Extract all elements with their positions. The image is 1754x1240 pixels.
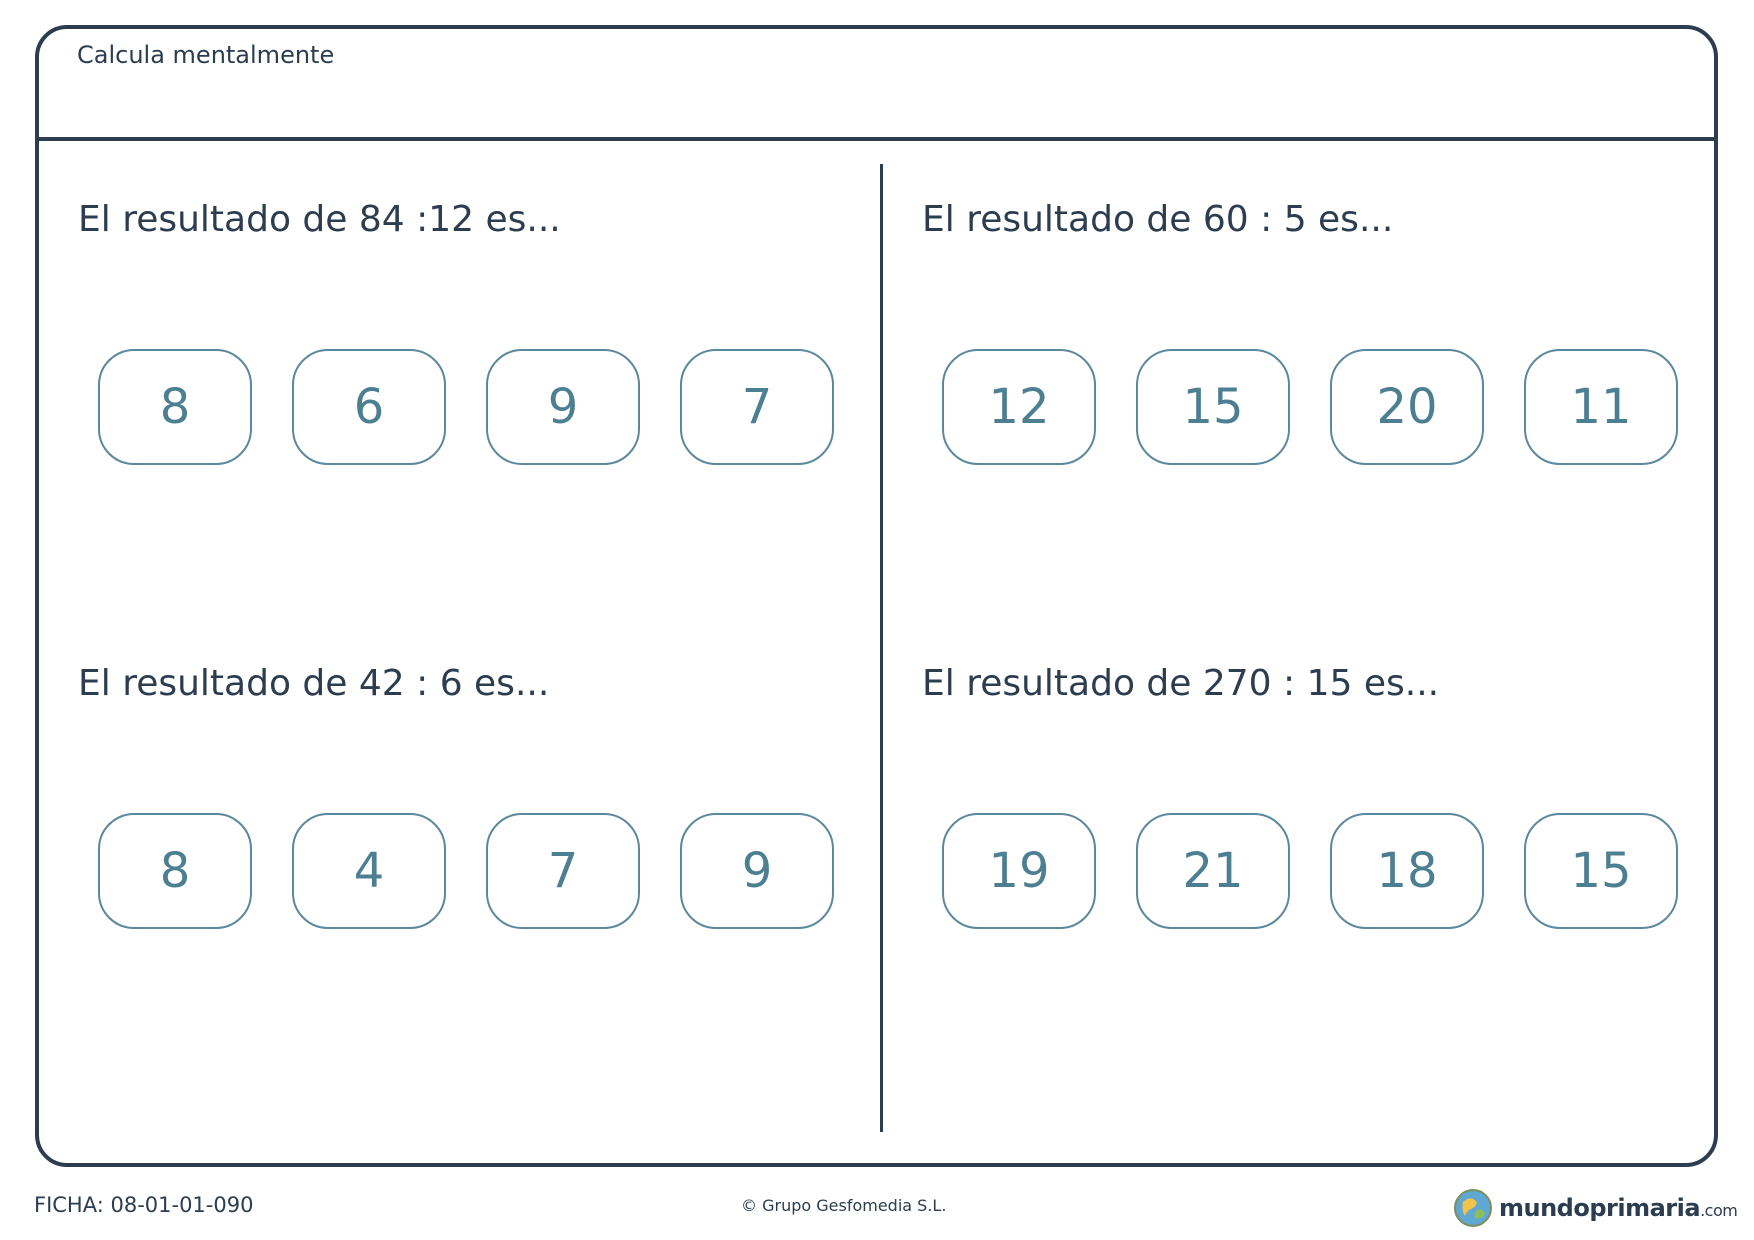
exercise-1-question: El resultado de 84 :12 es...: [78, 199, 561, 240]
exercise-1-options: [98, 349, 834, 465]
answer-option[interactable]: 9: [680, 813, 834, 929]
answer-option[interactable]: 18: [1330, 813, 1484, 929]
worksheet-title: Calcula mentalmente: [77, 41, 335, 69]
answer-option[interactable]: 15: [1524, 813, 1678, 929]
exercise-3: [78, 663, 838, 963]
exercise-2: [922, 199, 1682, 499]
answer-option[interactable]: 7: [486, 813, 640, 929]
globe-icon: [1453, 1188, 1493, 1228]
answer-option[interactable]: 12: [942, 349, 1096, 465]
worksheet-frame: [35, 25, 1718, 1167]
exercise-4-options: [942, 813, 1678, 929]
exercise-4-question: El resultado de 270 : 15 es...: [922, 663, 1440, 704]
copyright-notice: © Grupo Gesfomedia S.L.: [741, 1196, 947, 1215]
answer-option[interactable]: 20: [1330, 349, 1484, 465]
exercise-3-question: El resultado de 42 : 6 es...: [78, 663, 550, 704]
answer-option[interactable]: 8: [98, 349, 252, 465]
answer-option[interactable]: 19: [942, 813, 1096, 929]
worksheet-code: FICHA: 08-01-01-090: [34, 1193, 254, 1217]
answer-option[interactable]: 6: [292, 349, 446, 465]
answer-option[interactable]: 4: [292, 813, 446, 929]
answer-option[interactable]: 21: [1136, 813, 1290, 929]
exercise-3-options: [98, 813, 834, 929]
site-logo[interactable]: [1453, 1188, 1737, 1228]
worksheet-header: [39, 29, 1714, 141]
logo-text: [1499, 1194, 1737, 1222]
logo-domain-suffix: .com: [1700, 1201, 1738, 1220]
exercise-2-options: [942, 349, 1678, 465]
answer-option[interactable]: 11: [1524, 349, 1678, 465]
answer-option[interactable]: 15: [1136, 349, 1290, 465]
exercise-1: [78, 199, 838, 499]
column-divider: [880, 164, 883, 1132]
answer-option[interactable]: 7: [680, 349, 834, 465]
answer-option[interactable]: 9: [486, 349, 640, 465]
answer-option[interactable]: 8: [98, 813, 252, 929]
exercise-2-question: El resultado de 60 : 5 es...: [922, 199, 1394, 240]
logo-name: mundoprimaria: [1499, 1194, 1701, 1222]
exercise-4: [922, 663, 1682, 963]
